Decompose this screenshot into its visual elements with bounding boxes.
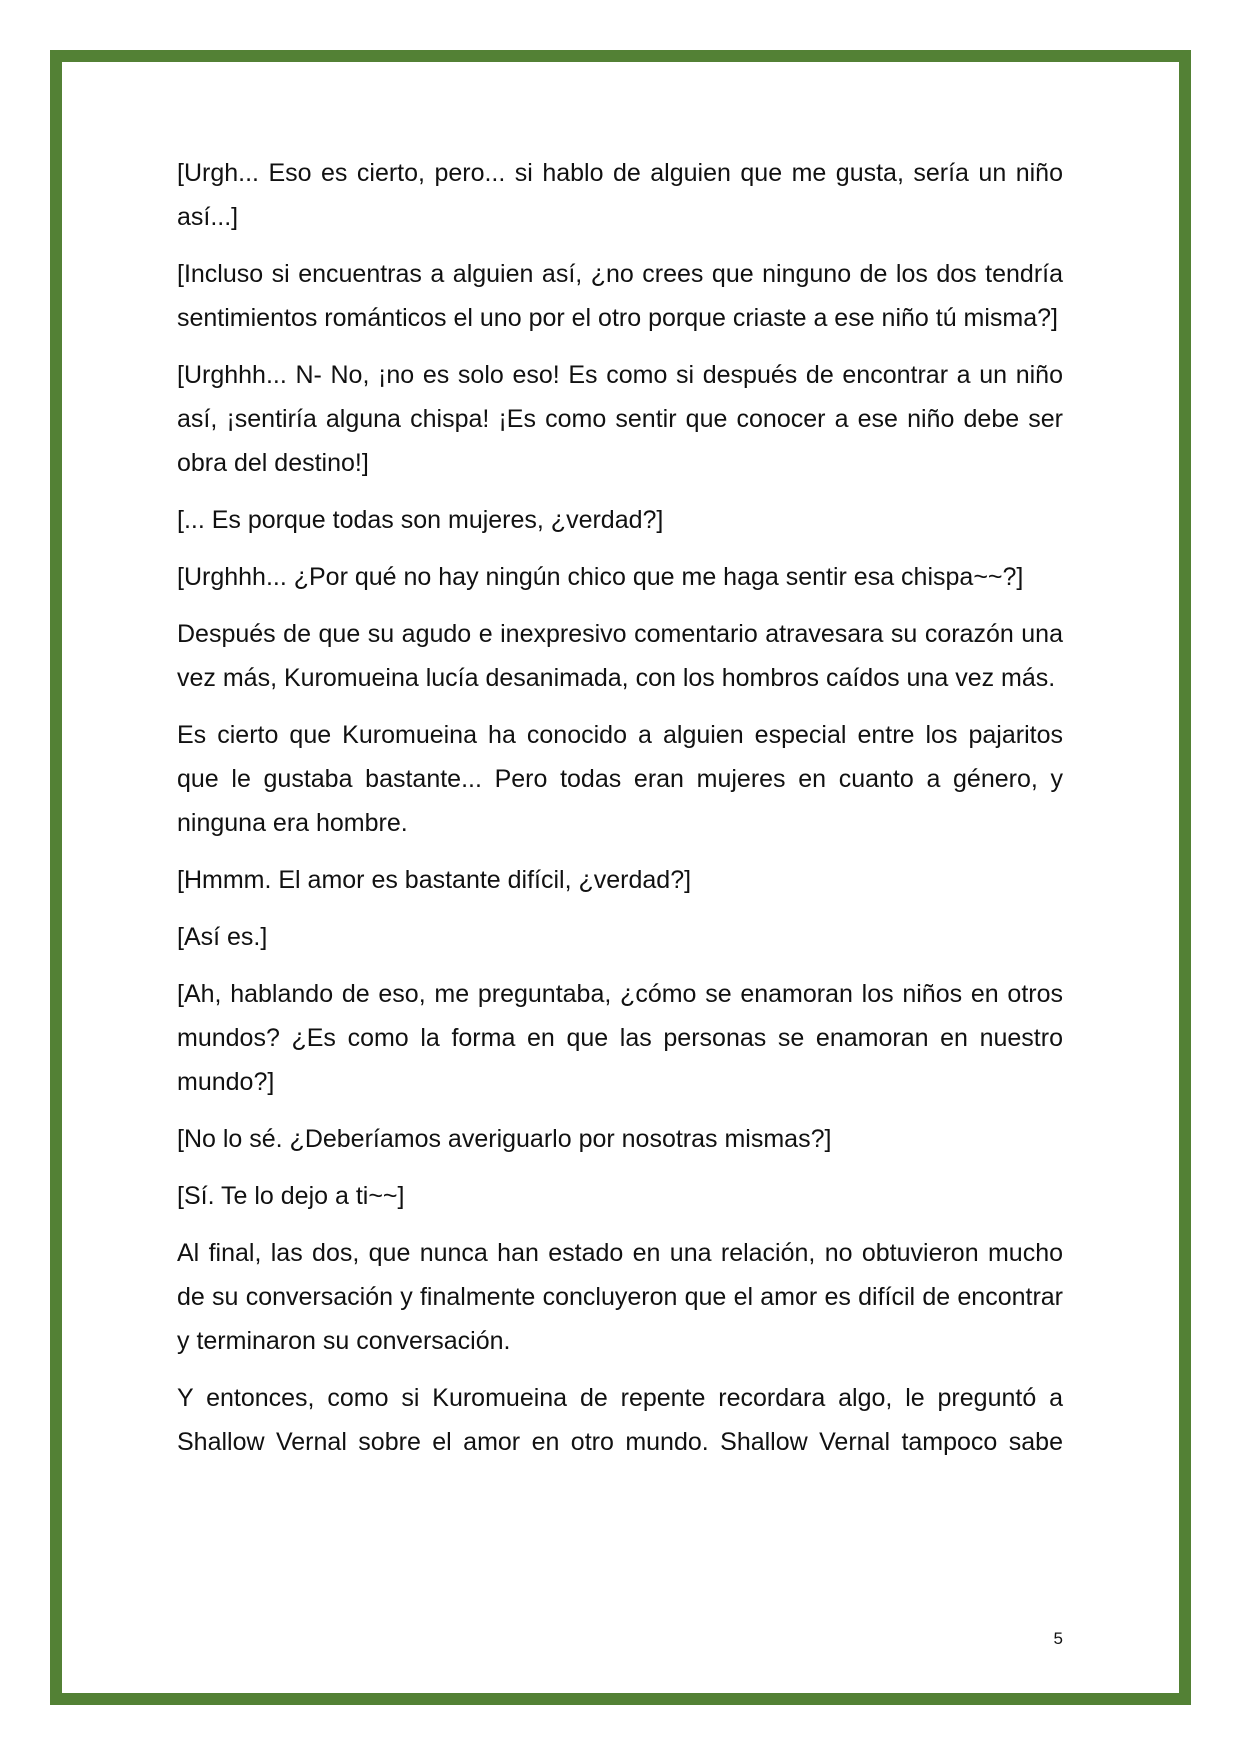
paragraph: Es cierto que Kuromueina ha conocido a alguien especial entre los pajaritos que le gustaba bastante... Pero todas eran mujeres en cuanto a género, y ninguna era hombre.: [177, 721, 1063, 837]
paragraph: [Urghhh... N- No, ¡no es solo eso! Es como si después de encontrar a un niño así, ¡sentiría alguna chispa! ¡Es como sentir que conocer a ese niño debe ser obra del destino!]: [177, 361, 1063, 477]
paragraph: Después de que su agudo e inexpresivo comentario atravesara su corazón una vez más, Kuromueina lucía desanimada, con los hombros caídos una vez más.: [177, 620, 1063, 692]
paragraph: [Sí. Te lo dejo a ti~~]: [177, 1182, 405, 1210]
paragraph: [Así es.]: [177, 923, 268, 951]
paragraph: [Urgh... Eso es cierto, pero... si hablo de alguien que me gusta, sería un niño así...]: [177, 159, 1063, 231]
page-number: 5: [1053, 1629, 1063, 1648]
paragraph: Al final, las dos, que nunca han estado en una relación, no obtuvieron mucho de su conversación y finalmente concluyeron que el amor es difícil de encontrar y terminaron su conversación.: [177, 1239, 1063, 1355]
paragraph: [No lo sé. ¿Deberíamos averiguarlo por nosotras mismas?]: [177, 1125, 832, 1153]
paragraph: [... Es porque todas son mujeres, ¿verdad?]: [177, 506, 664, 534]
paragraph: [Urghhh... ¿Por qué no hay ningún chico que me haga sentir esa chispa~~?]: [177, 563, 1024, 591]
paragraph: [Hmmm. El amor es bastante difícil, ¿verdad?]: [177, 866, 692, 894]
paragraph: [Incluso si encuentras a alguien así, ¿no crees que ninguno de los dos tendría sentimientos románticos el uno por el otro porque criaste a ese niño tú misma?]: [177, 260, 1063, 332]
paragraph: Y entonces, como si Kuromueina de repente recordara algo, le preguntó a Shallow Vernal sobre el amor en otro mundo. Shallow Vernal tampoco sabe: [177, 1384, 1063, 1456]
paragraph: [Ah, hablando de eso, me preguntaba, ¿cómo se enamoran los niños en otros mundos? ¿Es como la forma en que las personas se enamoran en nuestro mundo?]: [177, 980, 1063, 1096]
document-body: [177, 151, 1063, 1477]
